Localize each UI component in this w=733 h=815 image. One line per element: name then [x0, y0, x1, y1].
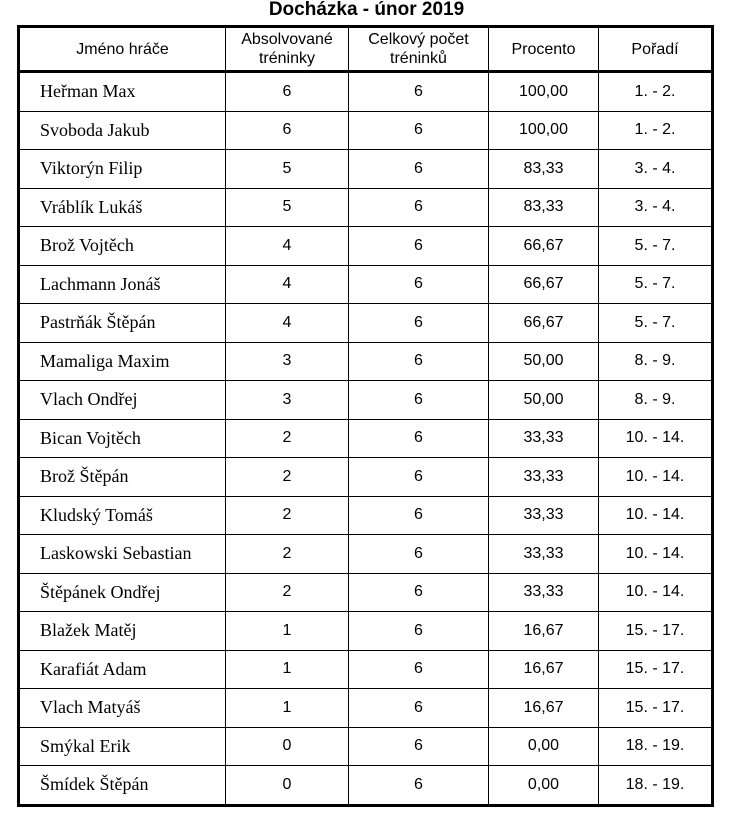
cell-player-name: Laskowski Sebastian [19, 535, 226, 574]
cell-percent: 100,00 [489, 111, 599, 150]
cell-attended: 5 [226, 188, 349, 227]
column-header-name: Jméno hráče [19, 27, 226, 72]
cell-percent: 16,67 [489, 650, 599, 689]
cell-rank: 10. - 14. [599, 496, 713, 535]
cell-total: 6 [349, 573, 489, 612]
cell-percent: 66,67 [489, 227, 599, 266]
cell-attended: 2 [226, 496, 349, 535]
cell-rank: 15. - 17. [599, 612, 713, 651]
cell-attended: 1 [226, 650, 349, 689]
cell-player-name: Vlach Matyáš [19, 689, 226, 728]
cell-rank: 5. - 7. [599, 265, 713, 304]
cell-percent: 33,33 [489, 496, 599, 535]
cell-percent: 33,33 [489, 458, 599, 497]
cell-rank: 10. - 14. [599, 419, 713, 458]
table-row [19, 612, 713, 651]
cell-percent: 16,67 [489, 612, 599, 651]
cell-total: 6 [349, 381, 489, 420]
cell-attended: 3 [226, 342, 349, 381]
table-row [19, 458, 713, 497]
table-row [19, 111, 713, 150]
cell-rank: 8. - 9. [599, 342, 713, 381]
cell-player-name: Šmídek Štěpán [19, 766, 226, 806]
table-row [19, 188, 713, 227]
cell-rank: 10. - 14. [599, 458, 713, 497]
cell-percent: 0,00 [489, 766, 599, 806]
cell-total: 6 [349, 304, 489, 343]
cell-percent: 83,33 [489, 150, 599, 189]
cell-percent: 83,33 [489, 188, 599, 227]
cell-percent: 16,67 [489, 689, 599, 728]
cell-total: 6 [349, 689, 489, 728]
cell-rank: 5. - 7. [599, 304, 713, 343]
cell-player-name: Svoboda Jakub [19, 111, 226, 150]
cell-player-name: Bican Vojtěch [19, 419, 226, 458]
cell-total: 6 [349, 150, 489, 189]
cell-total: 6 [349, 535, 489, 574]
column-header-attended: Absolvované tréninky [226, 27, 349, 72]
cell-percent: 66,67 [489, 304, 599, 343]
table-row [19, 496, 713, 535]
table-row [19, 766, 713, 806]
cell-player-name: Brož Vojtěch [19, 227, 226, 266]
table-row [19, 727, 713, 766]
cell-attended: 6 [226, 111, 349, 150]
cell-percent: 100,00 [489, 72, 599, 112]
cell-percent: 50,00 [489, 381, 599, 420]
cell-rank: 1. - 2. [599, 72, 713, 112]
cell-attended: 2 [226, 535, 349, 574]
cell-player-name: Lachmann Jonáš [19, 265, 226, 304]
cell-rank: 3. - 4. [599, 188, 713, 227]
cell-attended: 3 [226, 381, 349, 420]
cell-attended: 1 [226, 612, 349, 651]
page-title: Docházka - únor 2019 [268, 0, 465, 20]
cell-total: 6 [349, 727, 489, 766]
cell-rank: 18. - 19. [599, 727, 713, 766]
cell-total: 6 [349, 650, 489, 689]
table-row [19, 304, 713, 343]
cell-rank: 10. - 14. [599, 535, 713, 574]
cell-total: 6 [349, 612, 489, 651]
cell-player-name: Heřman Max [19, 72, 226, 112]
table-row [19, 535, 713, 574]
cell-player-name: Blažek Matěj [19, 612, 226, 651]
table-row [19, 342, 713, 381]
cell-rank: 15. - 17. [599, 689, 713, 728]
cell-player-name: Vráblík Lukáš [19, 188, 226, 227]
cell-attended: 1 [226, 689, 349, 728]
column-header-rank: Pořadí [599, 27, 713, 72]
cell-attended: 6 [226, 72, 349, 112]
cell-attended: 2 [226, 458, 349, 497]
cell-attended: 2 [226, 573, 349, 612]
cell-player-name: Kludský Tomáš [19, 496, 226, 535]
cell-player-name: Brož Štěpán [19, 458, 226, 497]
cell-rank: 8. - 9. [599, 381, 713, 420]
cell-player-name: Karafiát Adam [19, 650, 226, 689]
cell-attended: 4 [226, 227, 349, 266]
table-row [19, 573, 713, 612]
cell-total: 6 [349, 111, 489, 150]
cell-total: 6 [349, 227, 489, 266]
cell-total: 6 [349, 188, 489, 227]
table-row [19, 689, 713, 728]
column-header-percent: Procento [489, 27, 599, 72]
cell-percent: 33,33 [489, 419, 599, 458]
table-body [19, 72, 713, 806]
cell-total: 6 [349, 265, 489, 304]
header-row [19, 27, 713, 72]
table-row [19, 72, 713, 112]
cell-percent: 33,33 [489, 573, 599, 612]
cell-percent: 33,33 [489, 535, 599, 574]
cell-player-name: Štěpánek Ondřej [19, 573, 226, 612]
cell-total: 6 [349, 496, 489, 535]
cell-rank: 18. - 19. [599, 766, 713, 806]
table-row [19, 150, 713, 189]
cell-attended: 5 [226, 150, 349, 189]
cell-rank: 5. - 7. [599, 227, 713, 266]
cell-player-name: Viktorýn Filip [19, 150, 226, 189]
cell-total: 6 [349, 766, 489, 806]
table-row [19, 265, 713, 304]
cell-rank: 10. - 14. [599, 573, 713, 612]
table-row [19, 381, 713, 420]
cell-player-name: Smýkal Erik [19, 727, 226, 766]
cell-percent: 0,00 [489, 727, 599, 766]
cell-percent: 50,00 [489, 342, 599, 381]
cell-attended: 4 [226, 304, 349, 343]
table-row [19, 650, 713, 689]
cell-percent: 66,67 [489, 265, 599, 304]
cell-rank: 1. - 2. [599, 111, 713, 150]
cell-attended: 2 [226, 419, 349, 458]
cell-player-name: Pastrňák Štěpán [19, 304, 226, 343]
attendance-table [17, 25, 714, 807]
cell-attended: 4 [226, 265, 349, 304]
cell-attended: 0 [226, 766, 349, 806]
cell-total: 6 [349, 458, 489, 497]
cell-total: 6 [349, 342, 489, 381]
cell-rank: 15. - 17. [599, 650, 713, 689]
table-row [19, 419, 713, 458]
cell-rank: 3. - 4. [599, 150, 713, 189]
cell-total: 6 [349, 72, 489, 112]
table-row [19, 227, 713, 266]
cell-attended: 0 [226, 727, 349, 766]
cell-player-name: Vlach Ondřej [19, 381, 226, 420]
cell-player-name: Mamaliga Maxim [19, 342, 226, 381]
column-header-total: Celkový počet tréninků [349, 27, 489, 72]
cell-total: 6 [349, 419, 489, 458]
